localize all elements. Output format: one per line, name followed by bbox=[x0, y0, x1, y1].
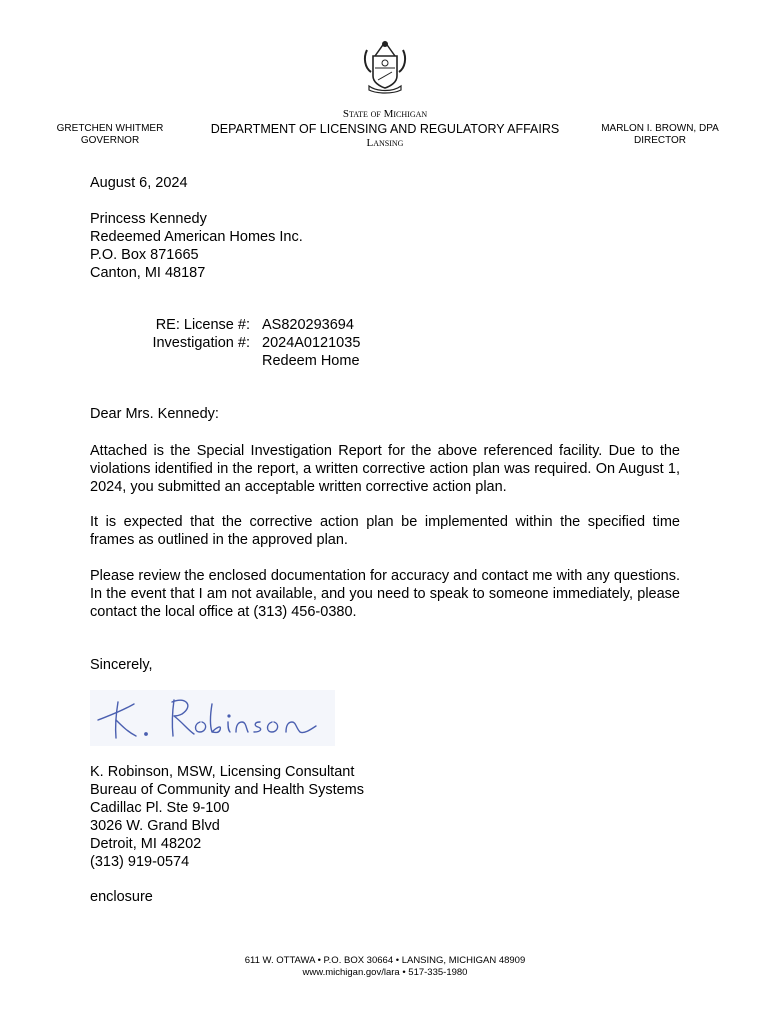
license-number: AS820293694 bbox=[262, 317, 354, 333]
recipient-city: Canton, MI 48187 bbox=[90, 265, 206, 281]
paragraph-1: Attached is the Special Investigation Report for the above referenced facility. Due to the violations identified in the report, a written corrective action plan was required. On August 1, 2024, you submitted an acceptable written corrective action plan. bbox=[90, 443, 680, 495]
signer-block bbox=[90, 763, 364, 871]
letter-date: August 6, 2024 bbox=[90, 175, 188, 191]
signer-street: 3026 W. Grand Blvd bbox=[90, 818, 220, 834]
signer-name-title: K. Robinson, MSW, Licensing Consultant bbox=[90, 764, 355, 780]
re-labels bbox=[90, 316, 250, 352]
governor-name: GRETCHEN WHITMER bbox=[56, 123, 164, 134]
state-name: State of Michigan bbox=[342, 108, 428, 120]
footer-address: 611 W. OTTAWA • P.O. BOX 30664 • LANSING, MICHIGAN 48909 bbox=[244, 955, 526, 966]
recipient-name: Princess Kennedy bbox=[90, 211, 207, 227]
recipient-po-box: P.O. Box 871665 bbox=[90, 247, 199, 263]
enclosure-note: enclosure bbox=[90, 889, 153, 905]
director-block bbox=[590, 123, 730, 147]
signer-phone: (313) 919-0574 bbox=[90, 854, 190, 870]
investigation-number: 2024A0121035 bbox=[262, 335, 361, 351]
closing: Sincerely, bbox=[90, 657, 153, 673]
handwritten-signature bbox=[90, 690, 335, 746]
signer-suite: Cadillac Pl. Ste 9-100 bbox=[90, 800, 230, 816]
department-name: DEPARTMENT OF LICENSING AND REGULATORY AFFAIRS bbox=[210, 122, 560, 136]
governor-title: GOVERNOR bbox=[80, 135, 140, 146]
paragraph-3: Please review the enclosed documentation for accuracy and contact me with any questions. In the event that I am not available, and you need to speak to someone immediately, please contact the local office at (313) 456-0380. bbox=[90, 568, 680, 620]
facility-name: Redeem Home bbox=[262, 353, 360, 369]
salutation: Dear Mrs. Kennedy: bbox=[90, 406, 219, 422]
signer-bureau: Bureau of Community and Health Systems bbox=[90, 782, 365, 798]
governor-block bbox=[40, 123, 180, 147]
footer bbox=[185, 955, 585, 979]
license-label: RE: License #: bbox=[155, 317, 250, 333]
michigan-seal-icon bbox=[361, 38, 409, 94]
department-block bbox=[185, 108, 585, 150]
director-title: DIRECTOR bbox=[633, 135, 687, 146]
director-name: MARLON I. BROWN, DPA bbox=[601, 123, 719, 134]
city-name: Lansing bbox=[366, 137, 404, 149]
investigation-label: Investigation #: bbox=[152, 335, 250, 351]
recipient-address bbox=[90, 210, 303, 282]
paragraph-2: It is expected that the corrective action plan be implemented within the specified time frames as outlined in the approved plan. bbox=[90, 514, 680, 548]
footer-web-phone: www.michigan.gov/lara • 517-335-1980 bbox=[302, 967, 468, 978]
re-values bbox=[262, 316, 360, 370]
signer-city: Detroit, MI 48202 bbox=[90, 836, 202, 852]
recipient-company: Redeemed American Homes Inc. bbox=[90, 229, 303, 245]
